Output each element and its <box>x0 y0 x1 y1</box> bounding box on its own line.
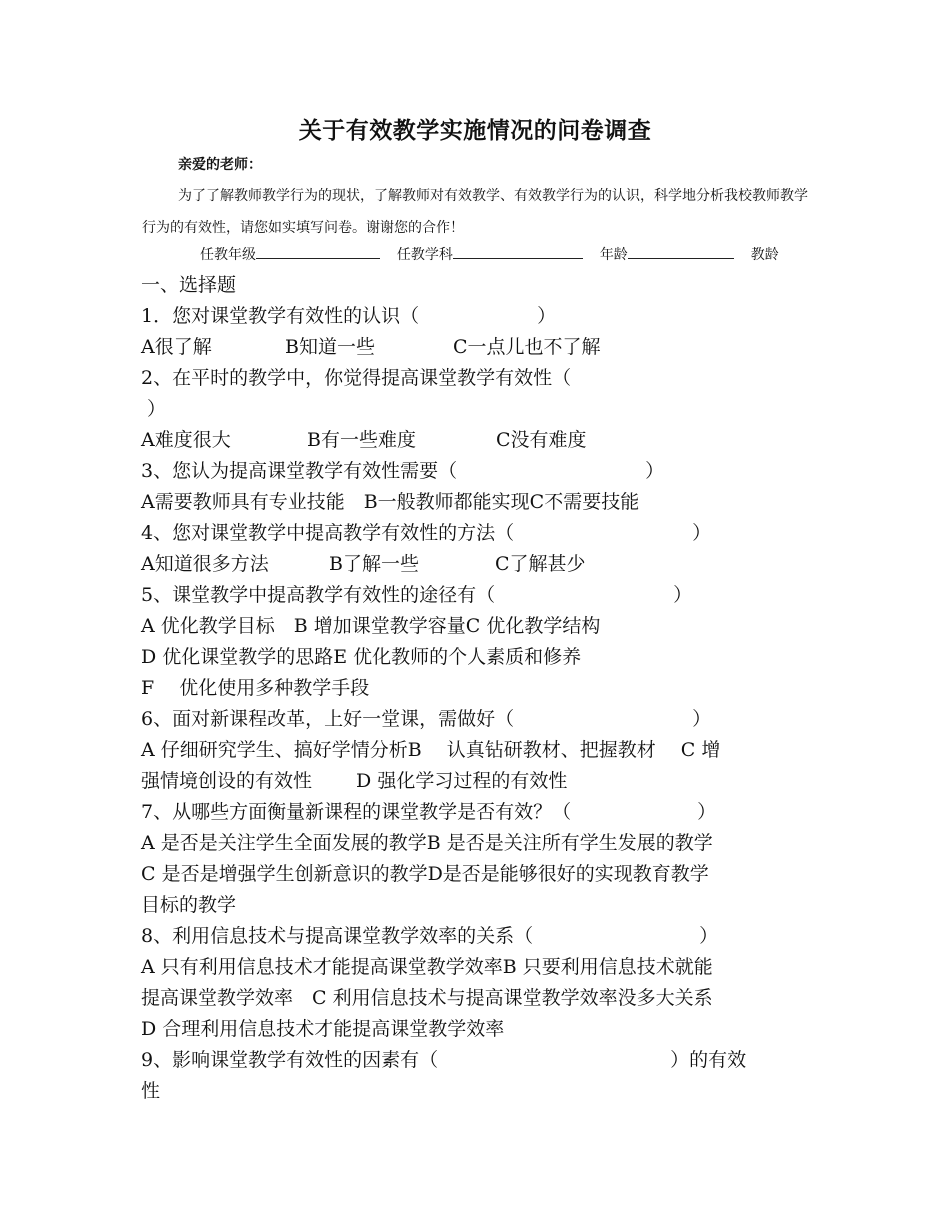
question-9-text: 9、影响课堂教学有效性的因素有（ <box>141 1049 439 1071</box>
question-8 <box>141 921 811 952</box>
question-3-options: A需要教师具有专业技能 B一般教师都能实现C不需要技能 <box>141 491 640 513</box>
option-c: C一点儿也不了解 <box>453 336 601 358</box>
grade-blank <box>256 245 380 259</box>
question-1-options <box>141 332 811 363</box>
question-7-options-3: 目标的教学 <box>141 894 237 916</box>
question-6-text: 6、面对新课程改革，上好一堂课，需做好（ <box>141 708 515 730</box>
question-9-tail: 性 <box>141 1080 161 1102</box>
option-b: B有一些难度 <box>307 429 416 451</box>
question-9-close: ）的有效 <box>670 1049 747 1071</box>
question-1-close: ） <box>537 305 557 327</box>
intro-paragraph: 为了了解教师教学行为的现状，了解教师对有效教学、有效教学行为的认识，科学地分析我校教师教学行为的有效性，请您如实填写问卷。谢谢您的合作！ <box>142 188 808 236</box>
years-label: 教龄 <box>750 247 779 263</box>
question-8-options-2: 提高课堂教学效率 C 利用信息技术与提高课堂教学效率没多大关系 <box>141 987 713 1009</box>
option-a: A很了解 <box>141 336 212 358</box>
question-list <box>141 270 811 1107</box>
question-6-close: ） <box>692 708 712 730</box>
subject-blank <box>453 245 583 259</box>
question-8-close: ） <box>699 925 719 947</box>
greeting: 亲爱的老师： <box>178 157 262 173</box>
question-5-close: ） <box>673 584 693 606</box>
question-7-close: ） <box>697 801 717 823</box>
question-3-text: 3、您认为提高课堂教学有效性需要（ <box>141 460 458 482</box>
option-c: C没有难度 <box>496 429 587 451</box>
question-8-text: 8、利用信息技术与提高课堂教学效率的关系（ <box>141 925 534 947</box>
question-1-text: 1．您对课堂教学有效性的认识（ <box>141 305 420 327</box>
option-b: B了解一些 <box>329 553 419 575</box>
question-8-options-1: A 只有利用信息技术才能提高课堂教学效率B 只要利用信息技术就能 <box>141 956 713 978</box>
question-2-text: 2、在平时的教学中，你觉得提高课堂教学有效性（ <box>141 367 572 389</box>
question-7-options-2: C 是否是增强学生创新意识的教学D是否是能够很好的实现教育教学 <box>141 863 709 885</box>
age-label: 年龄 <box>599 247 628 263</box>
question-2-close: ） <box>147 398 167 420</box>
question-5-text: 5、课堂教学中提高教学有效性的途径有（ <box>141 584 496 606</box>
question-9 <box>141 1045 811 1076</box>
question-2 <box>141 363 811 394</box>
question-4-options <box>141 549 811 580</box>
option-b: B知道一些 <box>285 336 375 358</box>
age-blank <box>628 245 734 259</box>
question-2-options <box>141 425 811 456</box>
question-8-options-3: D 合理利用信息技术才能提高课堂教学效率 <box>141 1018 505 1040</box>
question-3 <box>141 456 811 487</box>
question-5-options-2: D 优化课堂教学的思路E 优化教师的个人素质和修养 <box>141 646 582 668</box>
question-6-options-1: A 仔细研究学生、搞好学情分析B 认真钻研教材、把握教材 C 增 <box>141 739 721 761</box>
page-title: 关于有效教学实施情况的问卷调查 <box>298 118 652 144</box>
question-6 <box>141 704 811 735</box>
question-3-close: ） <box>645 460 665 482</box>
option-a: A难度很大 <box>141 429 231 451</box>
question-1 <box>141 301 811 332</box>
question-7-options-1: A 是否是关注学生全面发展的教学B 是否是关注所有学生发展的教学 <box>141 832 713 854</box>
question-2-close-line <box>141 394 811 425</box>
question-7 <box>141 797 811 828</box>
grade-label: 任教年级 <box>200 247 256 263</box>
option-c: C了解甚少 <box>495 553 586 575</box>
question-6-options-2: 强情境创设的有效性 D 强化学习过程的有效性 <box>141 770 568 792</box>
question-5 <box>141 580 811 611</box>
option-a: A知道很多方法 <box>141 553 269 575</box>
subject-label: 任教学科 <box>396 247 453 263</box>
question-4 <box>141 518 811 549</box>
question-5-options-3: F 优化使用多种教学手段 <box>141 677 370 699</box>
question-4-close: ） <box>692 522 712 544</box>
teacher-info-fields <box>200 244 779 264</box>
section-heading: 一、选择题 <box>141 274 237 296</box>
question-7-text: 7、从哪些方面衡量新课程的课堂教学是否有效？（ <box>141 801 572 823</box>
question-5-options-1: A 优化教学目标 B 增加课堂教学容量C 优化教学结构 <box>141 615 601 637</box>
question-4-text: 4、您对课堂教学中提高教学有效性的方法（ <box>141 522 515 544</box>
